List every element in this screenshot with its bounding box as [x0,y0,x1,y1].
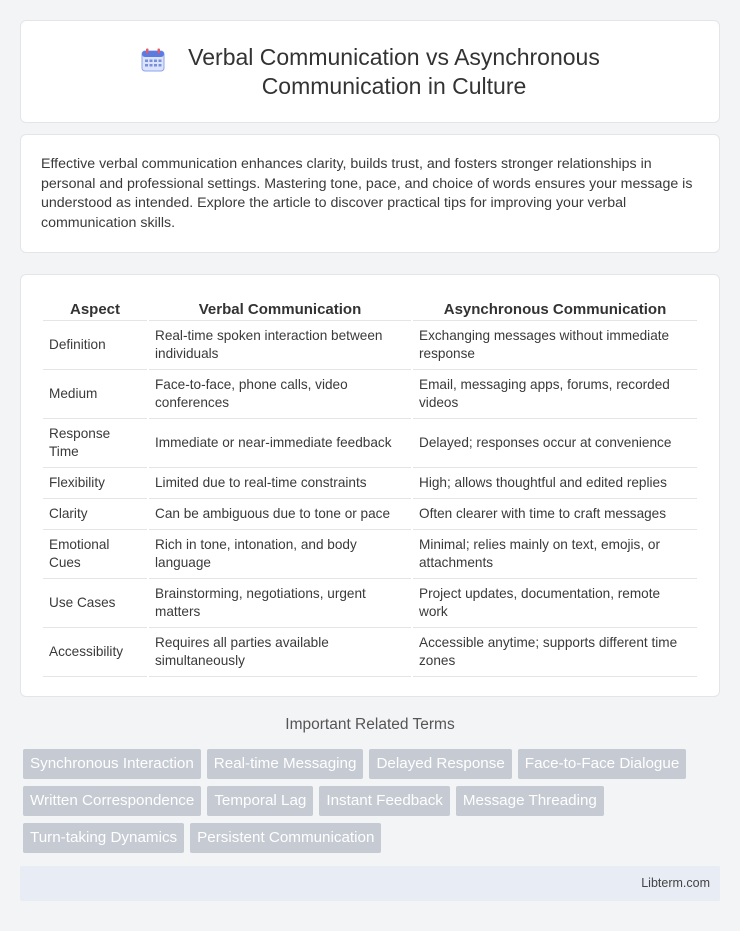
cell-async: Delayed; responses occur at convenience [413,419,697,468]
cell-aspect: Emotional Cues [43,530,147,579]
term-tag[interactable]: Real-time Messaging [207,749,364,779]
term-tag[interactable]: Instant Feedback [319,786,450,816]
cell-aspect: Accessibility [43,628,147,677]
cell-aspect: Clarity [43,499,147,530]
intro-text: Effective verbal communication enhances clarity, builds trust, and fosters stronger relationships in personal and professional settings. Mastering tone, pace, and choice of words ensures your message is understood as intended. Explore the article to discover practical tips for improving your verbal communication skills. [41,156,693,231]
related-terms-title: Important Related Terms [285,716,455,733]
term-tag[interactable]: Delayed Response [369,749,511,779]
title-line-2: Communication in Culture [261,72,527,99]
cell-async: Often clearer with time to craft messages [413,499,697,530]
cell-verbal: Rich in tone, intonation, and body language [149,530,411,579]
cell-async: Project updates, documentation, remote work [413,579,697,628]
calendar-icon [140,47,166,73]
cell-async: Email, messaging apps, forums, recorded videos [413,370,697,419]
cell-async: High; allows thoughtful and edited replies [413,468,697,499]
cell-aspect: Use Cases [43,579,147,628]
cell-async: Accessible anytime; supports different time zones [413,628,697,677]
header-card [20,20,720,123]
cell-aspect: Flexibility [43,468,147,499]
cell-async: Exchanging messages without immediate response [413,321,697,370]
term-tag[interactable]: Message Threading [456,786,604,816]
page-title [188,43,600,101]
term-tag[interactable]: Written Correspondence [23,786,201,816]
footer-site-link[interactable]: Libterm.com [641,876,710,890]
cell-verbal: Real-time spoken interaction between individuals [149,321,411,370]
table-row [43,499,697,530]
term-tag[interactable]: Face-to-Face Dialogue [518,749,686,779]
table-row [43,530,697,579]
table-header-row [43,295,697,321]
table-row [43,579,697,628]
cell-verbal: Requires all parties available simultaneously [149,628,411,677]
cell-verbal: Can be ambiguous due to tone or pace [149,499,411,530]
cell-verbal: Immediate or near-immediate feedback [149,419,411,468]
header-aspect: Aspect [43,295,147,321]
cell-verbal: Brainstorming, negotiations, urgent matters [149,579,411,628]
header-verbal: Verbal Communication [149,295,411,321]
title-line-1: Verbal Communication vs Asynchronous [188,43,600,70]
table-row [43,468,697,499]
cell-aspect: Response Time [43,419,147,468]
intro-card [20,134,720,253]
cell-async: Minimal; relies mainly on text, emojis, or attachments [413,530,697,579]
term-tag[interactable]: Turn-taking Dynamics [23,823,184,853]
cell-verbal: Face-to-face, phone calls, video conferences [149,370,411,419]
table-row [43,321,697,370]
header-async: Asynchronous Communication [413,295,697,321]
table-row [43,628,697,677]
table-row [43,419,697,468]
term-tag[interactable]: Synchronous Interaction [23,749,201,779]
footer [20,866,720,901]
term-tag[interactable]: Temporal Lag [207,786,313,816]
cell-verbal: Limited due to real-time constraints [149,468,411,499]
comparison-table-card [20,274,720,697]
comparison-table [43,295,697,677]
cell-aspect: Definition [43,321,147,370]
cell-aspect: Medium [43,370,147,419]
title-wrap [140,43,600,101]
term-tag[interactable]: Persistent Communication [190,823,381,853]
related-terms-list [23,749,723,853]
table-row [43,370,697,419]
